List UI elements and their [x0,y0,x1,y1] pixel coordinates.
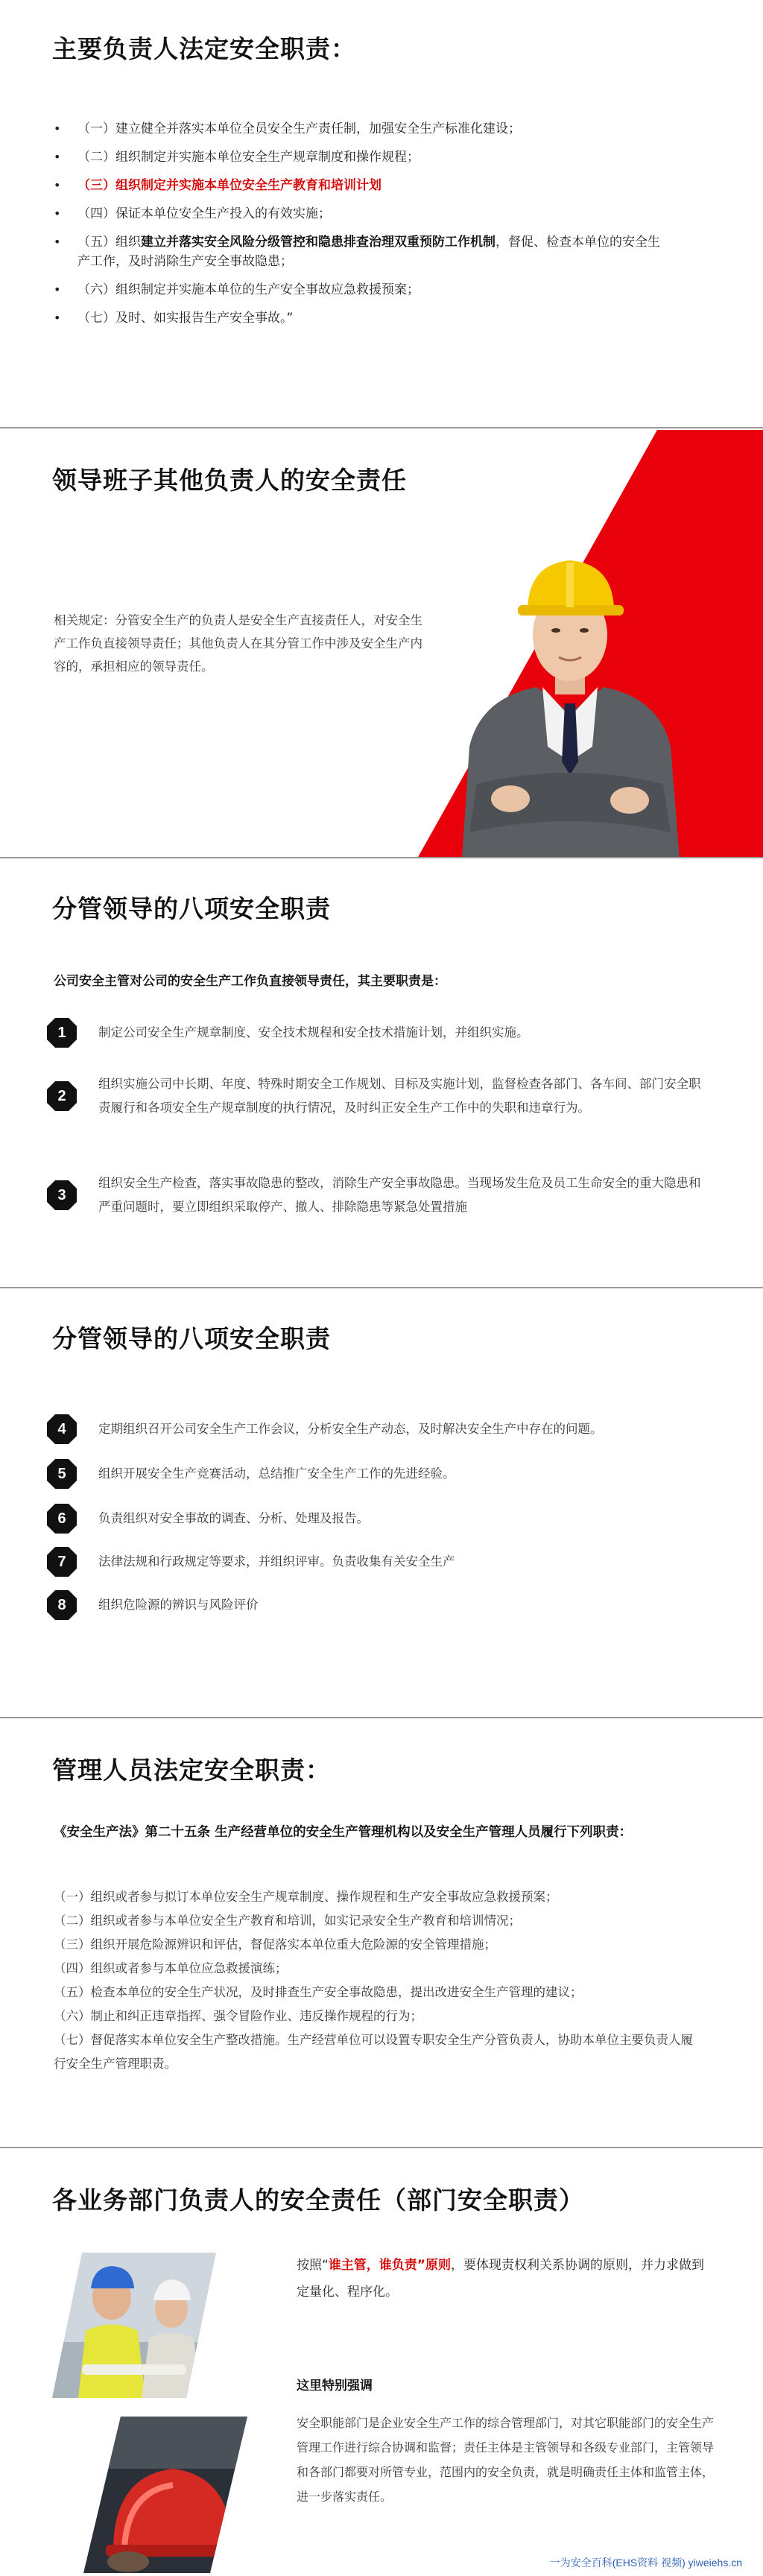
list-item [54,176,665,195]
law-intro: 《安全生产法》第二十五条 生产经营单位的安全生产管理机构以及安全生产管理人员履行下列职责： [54,1825,633,1840]
slide-title: 各业务部门负责人的安全责任（部门安全职责） [52,2186,584,2215]
slide-eight-duties-2 [0,1290,763,1718]
slide-department-duties [0,2150,763,2576]
emphasis-heading: 这里特别强调 [297,2379,373,2393]
slide-subhead: 公司安全主管对公司的安全生产工作负直接领导责任，其主要职责是： [54,974,446,989]
item-text: 制定公司安全生产规章制度、安全技术规程和安全技术措施计划，并组织实施。 [98,1025,529,1039]
list-item [54,232,665,271]
worker-hardhat-image [447,538,693,858]
list-item [46,1458,702,1490]
hardhat-photo [83,2417,247,2573]
slide-managers-duties [0,1720,763,2148]
list-item [54,119,665,139]
list-item: （七）督促落实本单位安全生产整改措施。生产经营单位可以设置专职安全生产分管负责人，协助本单位主要负责人履行安全生产管理职责。 [54,2033,693,2071]
footer-watermark: 一为安全百科(EHS资料 视频) yiweiehs.cn [549,2557,742,2569]
list-item: （六）制止和纠正违章指挥、强令冒险作业、违反操作规程的行为； [54,2009,422,2023]
item-text: （二）组织制定并实施本单位安全生产规章制度和操作规程； [77,150,420,165]
slide-title: 分管领导的八项安全职责 [52,894,331,923]
slide-text: 相关规定：分管安全生产的负责人是安全生产直接责任人，对安全生产工作负直接领导责任；其他负责人在其分管工作中涉及安全生产内容的，承担相应的领导责任。 [54,613,422,674]
duty-list [54,1885,702,2076]
item-text: （三）组织制定并实施本单位安全生产教育和培训计划 [77,178,382,193]
number-badge: 5 [46,1458,77,1490]
item-text: 组织安全生产检查，落实事故隐患的整改，消除生产安全事故隐患。当现场发生危及员工生命安全的重大隐患和严重问题时，要立即组织采取停产、撤人、排除隐患等紧急处置措施 [98,1176,701,1214]
list-item: （五）检查本单位的安全生产状况，及时排查生产安全事故隐患，提出改进安全生产管理的建议； [54,1985,583,1999]
list-item: （三）组织开展危险源辨识和评估，督促落实本单位重大危险源的安全管理措施； [54,1937,496,1952]
list-item [54,280,665,300]
principle-highlight: 谁主管，谁负责”原则 [328,2258,451,2273]
list-item [46,1072,702,1120]
list-item: （四）组织或者参与本单位应急救援演练； [54,1961,288,1975]
slide-title: 领导班子其他负责人的安全责任 [52,466,407,495]
principle-text: 按照“谁主管，谁负责”原则，要体现责权利关系协调的原则，并力求做到定量化、程序化。 [297,2258,704,2300]
list-item [46,1503,702,1534]
slide-other-leaders [0,430,763,858]
item-text: （一）建立健全并落实本单位全员安全生产责任制，加强安全生产标准化建设； [77,121,521,136]
item-text: （四）保证本单位安全生产投入的有效实施； [77,206,331,221]
duty-list [54,119,665,337]
slide-eight-duties-1 [0,860,763,1288]
list-item: （二）组织或者参与本单位安全生产教育和培训，如实记录安全生产教育和培训情况； [54,1914,521,1928]
slide-title: 主要负责人法定安全职责： [52,34,356,63]
slide-title: 分管领导的八项安全职责 [52,1324,331,1353]
number-badge: 2 [46,1080,77,1112]
number-badge: 8 [46,1589,77,1621]
item-text: （五）组织 [77,235,141,250]
list-item [46,1414,702,1445]
number-badge: 3 [46,1180,77,1211]
list-item [46,1589,702,1621]
workers-photo [52,2253,216,2398]
item-text: 法律法规和行政规定等要求，并组织评审。负责收集有关安全生产 [98,1554,455,1569]
number-badge: 7 [46,1546,77,1577]
list-item: （一）组织或者参与拟订本单位安全生产规章制度、操作规程和生产安全事故应急救援预案； [54,1890,558,1904]
list-item [54,204,665,224]
item-bold-text: 建立并落实安全风险分级管控和隐患排查治理双重预防工作机制 [141,235,496,250]
number-badge: 4 [46,1414,77,1445]
list-item [46,1171,702,1219]
item-text: （六）组织制定并实施本单位的生产安全事故应急救援预案； [77,282,420,297]
item-text: ，督促、检查本单位的安全生产工作，及时消除生产安全事故隐患； [77,235,660,269]
item-text: 组织开展安全生产竞赛活动，总结推广安全生产工作的先进经验。 [98,1466,455,1481]
list-item [54,308,665,328]
item-text: 负责组织对安全事故的调查、分析、处理及报告。 [98,1511,369,1525]
list-item [46,1546,702,1577]
item-text: （七）及时、如实报告生产安全事故。” [77,311,294,326]
slide-main-responsible [0,0,763,428]
slide-title: 管理人员法定安全职责： [52,1756,331,1785]
item-text: 定期组织召开公司安全生产工作会议，分析安全生产动态，及时解决安全生产中存在的问题。 [98,1422,603,1436]
number-badge: 1 [46,1017,77,1048]
number-badge: 6 [46,1503,77,1534]
emphasis-text: 安全职能部门是企业安全生产工作的综合管理部门，对其它职能部门的安全生产管理工作进行综合协调和监督；责任主体是主管领导和各级专业部门，主管领导和各部门都要对所管专业，范围内的安全负责，就是明确责任主体和监管主体，进一步落实责任。 [297,2416,715,2504]
list-item [46,1017,702,1048]
item-text: 组织实施公司中长期、年度、特殊时期安全工作规划、目标及实施计划，监督检查各部门、各车间、部门安全职责履行和各项安全生产规章制度的执行情况，及时纠正安全生产工作中的失职和违章行为。 [98,1077,701,1115]
item-text: 组织危险源的辨识与风险评价 [98,1598,259,1612]
list-item [54,148,665,167]
